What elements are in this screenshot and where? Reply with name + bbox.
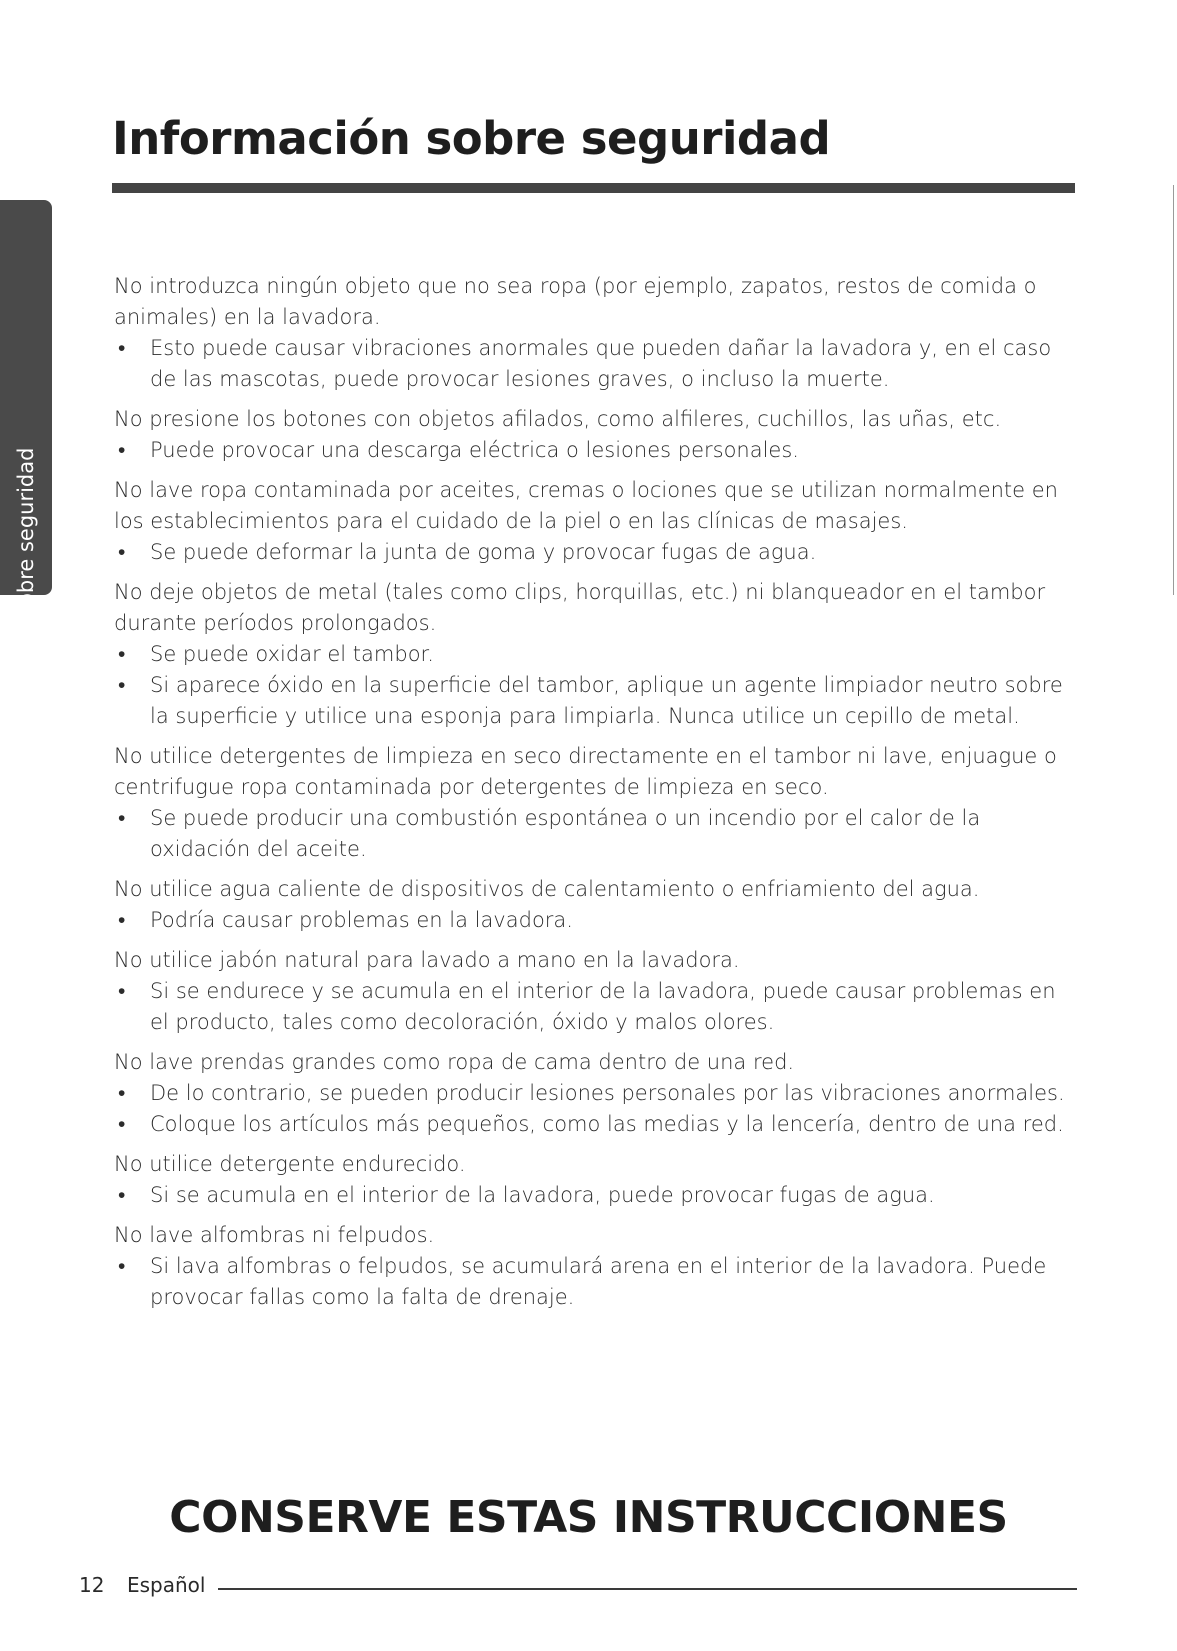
- safety-item: [114, 874, 1076, 936]
- bullet-dot-icon: •: [118, 1183, 126, 1207]
- bullet-list: [114, 803, 1076, 865]
- bullet-text: Si se endurece y se acumula en el interior de la lavadora, puede causar problemas en el producto, tales como decoloración, óxido y malos olores.: [150, 979, 1056, 1034]
- safety-statement: No introduzca ningún objeto que no sea ropa (por ejemplo, zapatos, restos de comida o animales) en la lavadora.: [114, 274, 1037, 329]
- bullet-text: Esto puede causar vibraciones anormales que pueden dañar la lavadora y, en el caso de las mascotas, puede provocar lesiones graves, o incluso la muerte.: [150, 336, 1052, 391]
- footer-rule: [218, 1588, 1077, 1590]
- safety-item: [114, 1220, 1076, 1313]
- bullet-list: [114, 333, 1076, 395]
- safety-statement: No lave ropa contaminada por aceites, cremas o lociones que se utilizan normalmente en los establecimientos para el cuidado de la piel o en las clínicas de masajes.: [114, 478, 1058, 533]
- safety-item: [114, 1047, 1076, 1140]
- page-edge-line: [1173, 185, 1174, 595]
- safety-item: [114, 1149, 1076, 1211]
- bullet-dot-icon: •: [118, 673, 126, 697]
- bullet-item: [114, 1251, 1076, 1313]
- safety-item: [114, 741, 1076, 865]
- bullet-dot-icon: •: [118, 1081, 126, 1105]
- bullet-dot-icon: •: [118, 908, 126, 932]
- safety-statement: No deje objetos de metal (tales como clips, horquillas, etc.) ni blanqueador en el tambor durante períodos prolongados.: [114, 580, 1046, 635]
- bullet-item: [114, 803, 1076, 865]
- bullet-list: [114, 1251, 1076, 1313]
- bullet-list: [114, 1180, 1076, 1211]
- safety-item: [114, 475, 1076, 568]
- bullet-item: [114, 639, 1076, 670]
- footer-language: Español: [127, 1573, 206, 1597]
- bullet-text: Si aparece óxido en la superficie del tambor, aplique un agente limpiador neutro sobre la superficie y utilice una esponja para limpiarla. Nunca utilice un cepillo de metal.: [150, 673, 1063, 728]
- safety-statement: No utilice agua caliente de dispositivos de calentamiento o enfriamiento del agua.: [114, 877, 980, 901]
- bullet-item: [114, 1109, 1076, 1140]
- safety-statement: No lave prendas grandes como ropa de cama dentro de una red.: [114, 1050, 795, 1074]
- safety-item: [114, 404, 1076, 466]
- bullet-dot-icon: •: [118, 806, 126, 830]
- bullet-list: [114, 639, 1076, 732]
- bullet-dot-icon: •: [118, 1254, 126, 1278]
- safety-statement: No utilice detergente endurecido.: [114, 1152, 466, 1176]
- bullet-list: [114, 435, 1076, 466]
- closing-heading: CONSERVE ESTAS INSTRUCCIONES: [169, 1492, 1008, 1543]
- safety-item: [114, 577, 1076, 732]
- title-rule: [112, 183, 1075, 193]
- bullet-dot-icon: •: [118, 438, 126, 462]
- bullet-dot-icon: •: [118, 336, 126, 360]
- bullet-text: Si lava alfombras o felpudos, se acumulará arena en el interior de la lavadora. Puede provocar fallas como la falta de drenaje.: [150, 1254, 1047, 1309]
- bullet-dot-icon: •: [118, 1112, 126, 1136]
- bullet-item: [114, 905, 1076, 936]
- bullet-text: Se puede oxidar el tambor.: [150, 642, 434, 666]
- safety-statement: No lave alfombras ni felpudos.: [114, 1223, 435, 1247]
- safety-statement: No utilice jabón natural para lavado a mano en la lavadora.: [114, 948, 740, 972]
- bullet-dot-icon: •: [118, 642, 126, 666]
- bullet-list: [114, 976, 1076, 1038]
- page-title: Información sobre seguridad: [112, 112, 831, 165]
- safety-content: [114, 271, 1076, 1322]
- bullet-text: Se puede producir una combustión espontánea o un incendio por el calor de la oxidación del aceite.: [150, 806, 981, 861]
- bullet-text: De lo contrario, se pueden producir lesiones personales por las vibraciones anormales.: [150, 1081, 1065, 1105]
- safety-statement: No utilice detergentes de limpieza en seco directamente en el tambor ni lave, enjuague o centrifugue ropa contaminada por detergentes de limpieza en seco.: [114, 744, 1057, 799]
- bullet-text: Puede provocar una descarga eléctrica o lesiones personales.: [150, 438, 799, 462]
- safety-item: [114, 271, 1076, 395]
- page-number: 12: [79, 1573, 105, 1597]
- bullet-dot-icon: •: [118, 540, 126, 564]
- bullet-text: Si se acumula en el interior de la lavadora, puede provocar fugas de agua.: [150, 1183, 935, 1207]
- safety-statement: No presione los botones con objetos afilados, como alfileres, cuchillos, las uñas, etc.: [114, 407, 1002, 431]
- bullet-list: [114, 905, 1076, 936]
- bullet-item: [114, 537, 1076, 568]
- bullet-list: [114, 537, 1076, 568]
- bullet-item: [114, 435, 1076, 466]
- side-tab: [0, 200, 52, 749]
- safety-item: [114, 945, 1076, 1038]
- bullet-item: [114, 670, 1076, 732]
- bullet-dot-icon: •: [118, 979, 126, 1003]
- bullet-text: Se puede deformar la junta de goma y provocar fugas de agua.: [150, 540, 817, 564]
- bullet-text: Podría causar problemas en la lavadora.: [150, 908, 573, 932]
- bullet-list: [114, 1078, 1076, 1140]
- bullet-item: [114, 976, 1076, 1038]
- bullet-item: [114, 1078, 1076, 1109]
- side-tab-label: Información sobre seguridad: [14, 447, 38, 749]
- bullet-item: [114, 333, 1076, 395]
- bullet-text: Coloque los artículos más pequeños, como las medias y la lencería, dentro de una red.: [150, 1112, 1064, 1136]
- bullet-item: [114, 1180, 1076, 1211]
